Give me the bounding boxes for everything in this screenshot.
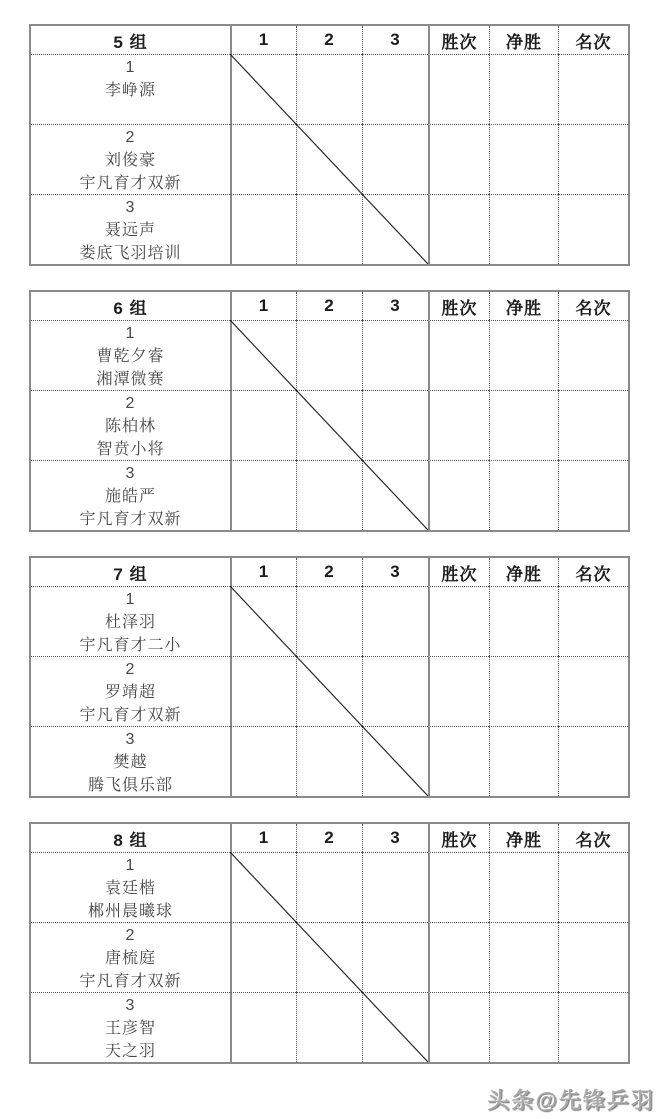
result-cell bbox=[489, 586, 558, 656]
player-club: 腾飞俱乐部 bbox=[87, 777, 173, 794]
player-number: 3 bbox=[125, 199, 136, 216]
column-header-result: 净胜 bbox=[489, 292, 558, 320]
result-cell bbox=[428, 194, 489, 264]
match-cell bbox=[362, 726, 428, 796]
player-cell bbox=[31, 656, 230, 726]
match-cell bbox=[230, 922, 296, 992]
player-cell bbox=[31, 992, 230, 1062]
group-table bbox=[29, 24, 630, 266]
player-cell bbox=[31, 54, 230, 124]
result-cell bbox=[489, 852, 558, 922]
result-cell bbox=[489, 194, 558, 264]
result-cell bbox=[558, 124, 628, 194]
player-name: 刘俊豪 bbox=[104, 152, 156, 169]
result-cell bbox=[489, 320, 558, 390]
watermark-text: 头条@先锋乒羽 bbox=[487, 1088, 655, 1113]
player-name: 曹乾夕睿 bbox=[96, 348, 165, 365]
match-cell bbox=[296, 194, 362, 264]
column-header-opponent: 3 bbox=[362, 824, 428, 852]
match-cell bbox=[362, 390, 428, 460]
match-cell bbox=[230, 586, 296, 656]
result-cell bbox=[489, 922, 558, 992]
player-number: 2 bbox=[125, 395, 136, 412]
match-cell bbox=[296, 992, 362, 1062]
column-header-result: 胜次 bbox=[428, 824, 489, 852]
result-cell bbox=[489, 124, 558, 194]
match-cell bbox=[296, 124, 362, 194]
result-cell bbox=[489, 460, 558, 530]
column-header-opponent: 3 bbox=[362, 26, 428, 54]
column-header-opponent: 2 bbox=[296, 558, 362, 586]
player-name: 袁廷楷 bbox=[104, 880, 156, 897]
result-cell bbox=[489, 390, 558, 460]
result-cell bbox=[428, 54, 489, 124]
match-cell bbox=[362, 852, 428, 922]
group-table bbox=[29, 556, 630, 798]
result-cell bbox=[428, 586, 489, 656]
result-cell bbox=[558, 852, 628, 922]
column-header-result: 胜次 bbox=[428, 26, 489, 54]
column-header-result: 名次 bbox=[558, 558, 628, 586]
match-cell bbox=[296, 460, 362, 530]
match-cell bbox=[362, 922, 428, 992]
player-cell bbox=[31, 124, 230, 194]
player-cell bbox=[31, 460, 230, 530]
player-club: 湘潭微赛 bbox=[96, 371, 165, 388]
player-number: 1 bbox=[125, 59, 136, 76]
column-header-result: 名次 bbox=[558, 824, 628, 852]
match-cell bbox=[362, 460, 428, 530]
result-cell bbox=[558, 726, 628, 796]
match-cell bbox=[230, 124, 296, 194]
result-cell bbox=[428, 460, 489, 530]
player-cell bbox=[31, 852, 230, 922]
column-header-result: 名次 bbox=[558, 26, 628, 54]
result-cell bbox=[428, 320, 489, 390]
player-number: 2 bbox=[125, 661, 136, 678]
column-header-opponent: 1 bbox=[230, 558, 296, 586]
match-cell bbox=[296, 726, 362, 796]
match-cell bbox=[296, 320, 362, 390]
player-number: 3 bbox=[125, 731, 136, 748]
player-club: 宇凡育才双新 bbox=[79, 973, 182, 990]
player-number: 2 bbox=[125, 129, 136, 146]
group-label: 5 组 bbox=[113, 32, 148, 52]
player-number: 2 bbox=[125, 927, 136, 944]
result-cell bbox=[489, 656, 558, 726]
match-cell bbox=[296, 586, 362, 656]
match-cell bbox=[362, 992, 428, 1062]
match-cell bbox=[230, 320, 296, 390]
player-name: 聂远声 bbox=[104, 222, 156, 239]
match-cell bbox=[230, 390, 296, 460]
match-cell bbox=[296, 656, 362, 726]
match-cell bbox=[230, 726, 296, 796]
result-cell bbox=[489, 992, 558, 1062]
group-label: 8 组 bbox=[113, 830, 148, 850]
result-cell bbox=[558, 922, 628, 992]
player-number: 1 bbox=[125, 591, 136, 608]
player-cell bbox=[31, 726, 230, 796]
player-club: 宇凡育才双新 bbox=[79, 175, 182, 192]
column-header-opponent: 3 bbox=[362, 292, 428, 320]
match-cell bbox=[296, 54, 362, 124]
column-header-opponent: 1 bbox=[230, 292, 296, 320]
result-cell bbox=[428, 726, 489, 796]
group-tables-container bbox=[29, 24, 630, 1088]
player-name: 陈柏林 bbox=[104, 418, 156, 435]
player-club: 天之羽 bbox=[104, 1043, 156, 1060]
result-cell bbox=[558, 194, 628, 264]
player-club: 宇凡育才双新 bbox=[79, 707, 182, 724]
match-cell bbox=[362, 320, 428, 390]
player-club: 娄底飞羽培训 bbox=[79, 245, 182, 262]
result-cell bbox=[428, 390, 489, 460]
column-header-opponent: 3 bbox=[362, 558, 428, 586]
player-number: 1 bbox=[125, 325, 136, 342]
player-name: 樊越 bbox=[113, 754, 148, 771]
column-header-result: 净胜 bbox=[489, 558, 558, 586]
column-header-opponent: 1 bbox=[230, 26, 296, 54]
match-cell bbox=[362, 124, 428, 194]
player-number: 3 bbox=[125, 465, 136, 482]
player-club: 郴州晨曦球 bbox=[87, 903, 173, 920]
match-cell bbox=[362, 656, 428, 726]
result-cell bbox=[428, 922, 489, 992]
player-name: 施皓严 bbox=[104, 488, 156, 505]
match-cell bbox=[230, 194, 296, 264]
match-cell bbox=[230, 852, 296, 922]
match-cell bbox=[296, 922, 362, 992]
result-cell bbox=[558, 656, 628, 726]
player-club: 宇凡育才双新 bbox=[79, 511, 182, 528]
player-number: 1 bbox=[125, 857, 136, 874]
player-cell bbox=[31, 390, 230, 460]
player-name: 罗靖超 bbox=[104, 684, 156, 701]
column-header-result: 净胜 bbox=[489, 824, 558, 852]
match-cell bbox=[230, 54, 296, 124]
column-header-opponent: 2 bbox=[296, 292, 362, 320]
result-cell bbox=[428, 852, 489, 922]
group-label: 6 组 bbox=[113, 298, 148, 318]
column-header-result: 名次 bbox=[558, 292, 628, 320]
group-label: 7 组 bbox=[113, 564, 148, 584]
player-cell bbox=[31, 922, 230, 992]
match-cell bbox=[362, 586, 428, 656]
match-cell bbox=[296, 390, 362, 460]
player-cell bbox=[31, 320, 230, 390]
player-club: 宇凡育才二小 bbox=[79, 637, 182, 654]
match-cell bbox=[296, 852, 362, 922]
player-name: 唐梳庭 bbox=[104, 950, 156, 967]
result-cell bbox=[558, 992, 628, 1062]
column-header-opponent: 2 bbox=[296, 824, 362, 852]
result-cell bbox=[428, 656, 489, 726]
player-cell bbox=[31, 194, 230, 264]
match-cell bbox=[230, 992, 296, 1062]
result-cell bbox=[558, 320, 628, 390]
player-name: 李峥源 bbox=[104, 82, 156, 99]
column-header-result: 胜次 bbox=[428, 292, 489, 320]
player-name: 王彦智 bbox=[104, 1020, 156, 1037]
result-cell bbox=[428, 124, 489, 194]
match-cell bbox=[362, 194, 428, 264]
result-cell bbox=[558, 390, 628, 460]
column-header-result: 胜次 bbox=[428, 558, 489, 586]
player-name: 杜泽羽 bbox=[104, 614, 156, 631]
column-header-opponent: 1 bbox=[230, 824, 296, 852]
group-table bbox=[29, 822, 630, 1064]
match-cell bbox=[230, 656, 296, 726]
player-cell bbox=[31, 586, 230, 656]
group-table bbox=[29, 290, 630, 532]
result-cell bbox=[558, 460, 628, 530]
column-header-result: 净胜 bbox=[489, 26, 558, 54]
player-number: 3 bbox=[125, 997, 136, 1014]
result-cell bbox=[489, 726, 558, 796]
result-cell bbox=[489, 54, 558, 124]
column-header-opponent: 2 bbox=[296, 26, 362, 54]
result-cell bbox=[428, 992, 489, 1062]
result-cell bbox=[558, 54, 628, 124]
match-cell bbox=[230, 460, 296, 530]
result-cell bbox=[558, 586, 628, 656]
match-cell bbox=[362, 54, 428, 124]
player-club: 智贲小将 bbox=[96, 441, 165, 458]
